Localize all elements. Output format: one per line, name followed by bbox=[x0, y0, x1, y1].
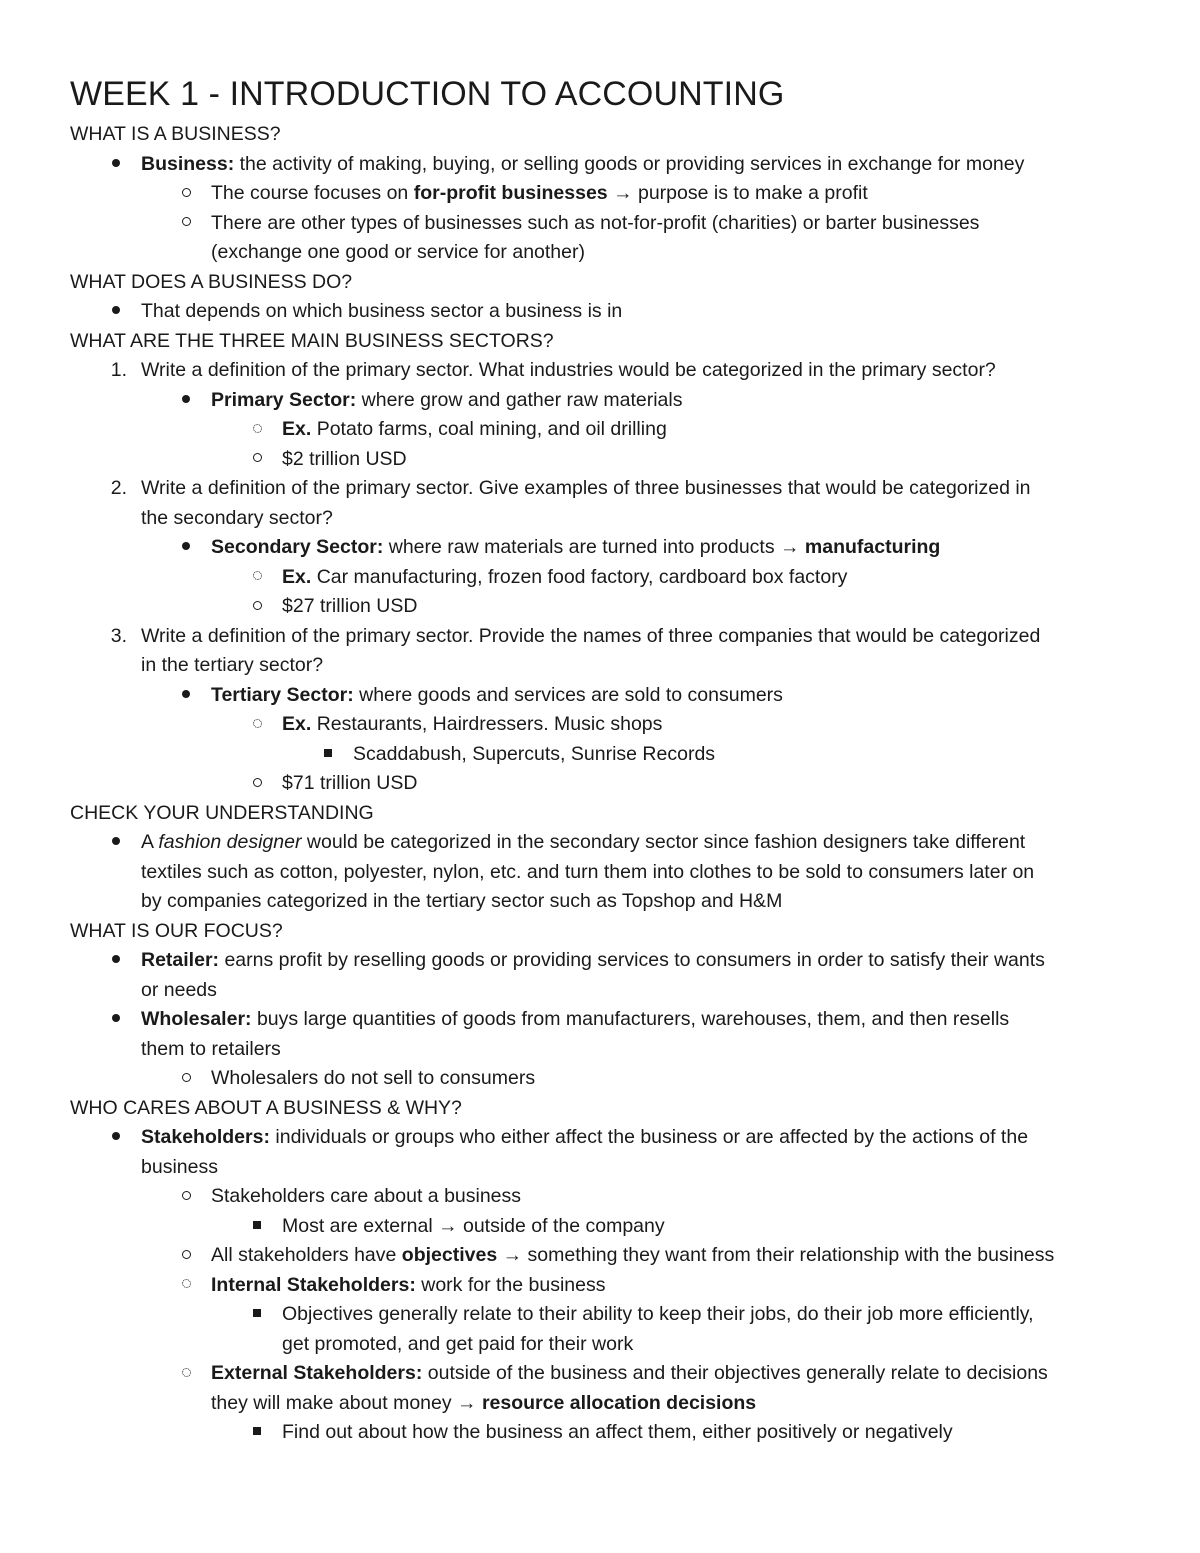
list-number: 2. bbox=[110, 477, 127, 499]
list-item-internal-objectives bbox=[70, 1300, 1150, 1330]
course-focus-text: The course focuses on bbox=[211, 182, 414, 204]
manufacturing-bold: manufacturing bbox=[804, 536, 941, 558]
bullet-dotted-circle-icon bbox=[247, 563, 267, 593]
definition-wholesaler: buys large quantities of goods from manufacturers, warehouses, them, and then resells bbox=[251, 1008, 1010, 1030]
list-item-tertiary-value bbox=[70, 769, 1150, 799]
list-item-external-stakeholders bbox=[70, 1359, 1150, 1389]
list-item-tertiary-sector bbox=[70, 681, 1150, 711]
stakeholders-care-text: Stakeholders care about a business bbox=[211, 1185, 522, 1207]
list-item-primary-sector bbox=[70, 386, 1150, 416]
bullet-disc-icon bbox=[106, 828, 126, 858]
definition-stakeholders: individuals or groups who either affect the business or are affected by the actions of the bbox=[269, 1126, 1029, 1148]
list-item-other-types-cont bbox=[70, 238, 1150, 268]
term-retailer: Retailer: bbox=[141, 949, 220, 971]
secondary-value-text: $27 trillion USD bbox=[282, 595, 418, 617]
list-item-internal-stakeholders bbox=[70, 1271, 1150, 1301]
list-item-objectives bbox=[70, 1241, 1150, 1271]
question-2 bbox=[70, 474, 1150, 504]
list-item-primary-value bbox=[70, 445, 1150, 475]
list-item-external-stakeholders-cont bbox=[70, 1389, 1150, 1419]
question-1 bbox=[70, 356, 1150, 386]
bullet-square-icon bbox=[247, 1300, 267, 1330]
check-text-line3: by companies categorized in the tertiary sector such as Topshop and H&M bbox=[141, 890, 783, 912]
tertiary-value-text: $71 trillion USD bbox=[282, 772, 418, 794]
list-item-stakeholders-cont bbox=[70, 1153, 1150, 1183]
example-label: Ex. bbox=[282, 713, 312, 735]
definition-tertiary-sector: where goods and services are sold to consumers bbox=[353, 683, 783, 706]
bullet-disc-icon bbox=[106, 946, 126, 976]
external-find-text: Find out about how the business an affect them, either positively or negatively bbox=[282, 1421, 953, 1443]
list-item-tertiary-example bbox=[70, 710, 1150, 740]
bullet-dotted-circle-icon bbox=[247, 710, 267, 740]
resource-allocation-bold: resource allocation decisions bbox=[481, 1391, 757, 1414]
bullet-circle-icon bbox=[247, 445, 267, 475]
term-business: Business: bbox=[141, 152, 235, 175]
term-stakeholders: Stakeholders: bbox=[141, 1126, 270, 1148]
list-item-wholesaler bbox=[70, 1005, 1150, 1035]
question-3-text-cont: in the tertiary sector? bbox=[141, 654, 324, 676]
question-3 bbox=[70, 622, 1150, 652]
question-2-text: Write a definition of the primary sector. Give examples of three businesses that would be categorized in bbox=[141, 477, 1031, 499]
term-internal-stakeholders: Internal Stakeholders: bbox=[211, 1273, 416, 1296]
check-text-line2: textiles such as cotton, polyester, nylon, etc. and turn them into clothes to be sold to consumers later on bbox=[141, 860, 1035, 883]
term-external-stakeholders: External Stakeholders: bbox=[211, 1362, 423, 1384]
other-types-text-cont: (exchange one good or service for another) bbox=[211, 241, 585, 263]
term-secondary-sector: Secondary Sector: bbox=[211, 536, 384, 558]
definition-external-stakeholders: outside of the business and their objectives generally relate to decisions bbox=[422, 1362, 1048, 1384]
tertiary-example-text: Restaurants, Hairdressers. Music shops bbox=[311, 713, 663, 735]
list-item-external-find bbox=[70, 1418, 1150, 1448]
primary-example-text: Potato farms, coal mining, and oil drilling bbox=[311, 418, 667, 440]
bullet-dotted-circle-icon bbox=[247, 415, 267, 445]
fashion-designer-italic: fashion designer bbox=[158, 831, 302, 853]
question-3-text: Write a definition of the primary sector. Provide the names of three companies that would be categorized bbox=[141, 624, 1041, 647]
list-item-secondary-value bbox=[70, 592, 1150, 622]
definition-retailer: earns profit by reselling goods or providing services to consumers in order to satisfy their wants bbox=[219, 949, 1045, 971]
list-item-wholesaler-cont bbox=[70, 1035, 1150, 1065]
bullet-dotted-circle-icon bbox=[176, 1359, 196, 1389]
term-primary-sector: Primary Sector: bbox=[211, 388, 357, 411]
list-item-secondary-example bbox=[70, 563, 1150, 593]
definition-stakeholders-cont: business bbox=[141, 1155, 218, 1178]
wholesaler-note-text: Wholesalers do not sell to consumers bbox=[211, 1067, 536, 1089]
section-heading-who-cares: WHO CARES ABOUT A BUSINESS & WHY? bbox=[70, 1096, 462, 1119]
question-3-cont bbox=[70, 651, 1150, 681]
section-heading-three-sectors: WHAT ARE THE THREE MAIN BUSINESS SECTORS? bbox=[70, 329, 554, 352]
term-tertiary-sector: Tertiary Sector: bbox=[211, 683, 354, 706]
external-text-pre: they will make about money → bbox=[211, 1391, 482, 1414]
bullet-circle-icon bbox=[176, 209, 196, 239]
definition-internal-stakeholders: work for the business bbox=[415, 1273, 606, 1296]
list-item-most-external bbox=[70, 1212, 1150, 1242]
definition-wholesaler-cont: them to retailers bbox=[141, 1037, 281, 1060]
bullet-circle-icon bbox=[247, 592, 267, 622]
list-item-retailer bbox=[70, 946, 1150, 976]
bullet-disc-icon bbox=[106, 297, 126, 327]
objectives-text-post: → something they want from their relationship with the business bbox=[497, 1244, 1055, 1266]
course-focus-purpose: → purpose is to make a profit bbox=[607, 182, 868, 204]
section-heading-focus: WHAT IS OUR FOCUS? bbox=[70, 919, 283, 942]
bullet-disc-icon bbox=[176, 533, 196, 563]
bullet-dotted-circle-icon bbox=[176, 1271, 196, 1301]
section-heading-check: CHECK YOUR UNDERSTANDING bbox=[70, 801, 374, 824]
tertiary-companies-text: Scaddabush, Supercuts, Sunrise Records bbox=[353, 742, 716, 765]
list-item-internal-objectives-cont bbox=[70, 1330, 1150, 1360]
list-item-other-types bbox=[70, 209, 1150, 239]
primary-value-text: $2 trillion USD bbox=[282, 447, 407, 470]
other-types-text: There are other types of businesses such as not-for-profit (charities) or barter businesses bbox=[211, 211, 980, 234]
bullet-circle-icon bbox=[176, 1182, 196, 1212]
bullet-square-icon bbox=[247, 1212, 267, 1242]
question-1-text: Write a definition of the primary sector. What industries would be categorized in the primary sector? bbox=[141, 359, 996, 381]
term-wholesaler: Wholesaler: bbox=[141, 1008, 252, 1030]
bullet-circle-icon bbox=[247, 769, 267, 799]
question-2-text-cont: the secondary sector? bbox=[141, 506, 333, 529]
list-item-depends-sector bbox=[70, 297, 1150, 327]
list-item-stakeholders bbox=[70, 1123, 1150, 1153]
list-number: 1. bbox=[110, 359, 127, 381]
check-text-pre: A bbox=[141, 831, 159, 853]
list-item-primary-example bbox=[70, 415, 1150, 445]
internal-objectives-text: Objectives generally relate to their ability to keep their jobs, do their job more efficiently, bbox=[282, 1303, 1034, 1325]
list-item-business-definition bbox=[70, 150, 1150, 180]
list-item-tertiary-companies bbox=[70, 740, 1150, 770]
bullet-circle-icon bbox=[176, 179, 196, 209]
page-title: WEEK 1 - INTRODUCTION TO ACCOUNTING bbox=[70, 75, 785, 113]
bullet-square-icon bbox=[318, 740, 338, 770]
bullet-disc-icon bbox=[106, 1005, 126, 1035]
list-item-fashion-designer-cont2 bbox=[70, 887, 1150, 917]
bullet-disc-icon bbox=[176, 386, 196, 416]
objectives-bold: objectives bbox=[401, 1244, 498, 1266]
list-item-wholesaler-note bbox=[70, 1064, 1150, 1094]
list-item-course-focus bbox=[70, 179, 1150, 209]
internal-objectives-text-cont: get promoted, and get paid for their work bbox=[282, 1332, 634, 1355]
list-item-fashion-designer bbox=[70, 828, 1150, 858]
list-number: 3. bbox=[110, 624, 127, 647]
course-focus-bold: for-profit businesses bbox=[413, 182, 608, 204]
list-item-stakeholders-care bbox=[70, 1182, 1150, 1212]
definition-retailer-cont: or needs bbox=[141, 978, 217, 1001]
definition-primary-sector: where grow and gather raw materials bbox=[356, 388, 683, 411]
depends-sector-text: That depends on which business sector a business is in bbox=[141, 300, 623, 322]
example-label: Ex. bbox=[282, 565, 312, 588]
secondary-example-text: Car manufacturing, frozen food factory, cardboard box factory bbox=[311, 565, 848, 588]
example-label: Ex. bbox=[282, 418, 312, 440]
bullet-square-icon bbox=[247, 1418, 267, 1448]
document-page bbox=[70, 74, 1150, 1448]
section-heading-what-does-business-do: WHAT DOES A BUSINESS DO? bbox=[70, 270, 353, 293]
list-item-fashion-designer-cont bbox=[70, 858, 1150, 888]
list-item-retailer-cont bbox=[70, 976, 1150, 1006]
definition-secondary-sector: where raw materials are turned into products → bbox=[383, 536, 805, 558]
section-heading-what-is-business: WHAT IS A BUSINESS? bbox=[70, 123, 281, 145]
definition-business: the activity of making, buying, or selling goods or providing services in exchange for money bbox=[234, 152, 1025, 175]
list-item-secondary-sector bbox=[70, 533, 1150, 563]
check-text-line1: would be categorized in the secondary sector since fashion designers take different bbox=[301, 831, 1026, 853]
most-external-text: Most are external → outside of the company bbox=[282, 1214, 665, 1237]
bullet-disc-icon bbox=[106, 150, 126, 180]
bullet-circle-icon bbox=[176, 1064, 196, 1094]
question-2-cont bbox=[70, 504, 1150, 534]
bullet-disc-icon bbox=[176, 681, 196, 711]
bullet-disc-icon bbox=[106, 1123, 126, 1153]
objectives-text-pre: All stakeholders have bbox=[211, 1244, 402, 1266]
bullet-circle-icon bbox=[176, 1241, 196, 1271]
